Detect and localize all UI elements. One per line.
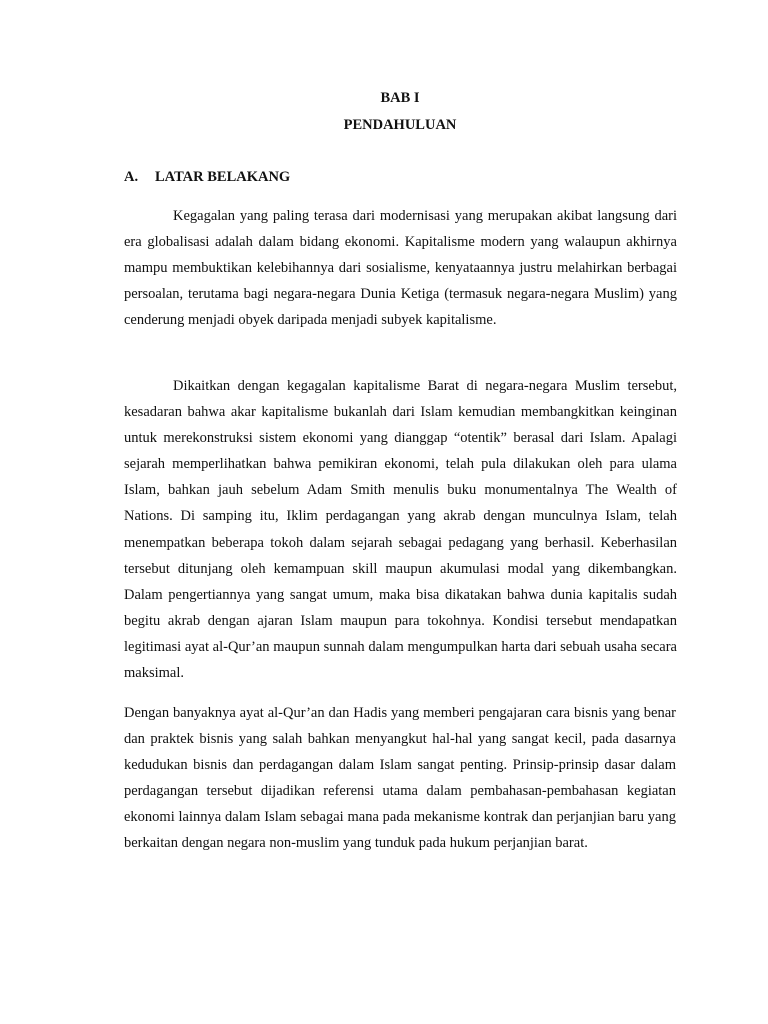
paragraph-1-text: Kegagalan yang paling terasa dari modernisasi yang merupakan akibat langsung dari era globalisasi adalah dalam bidang ekonomi. Kapitalisme modern yang walaupun akhirnya mampu membuktikan kelebihannya dari sosialisme, kenyataannya justru melahirkan berbagai persoalan, terutama bagi negara-negara Dunia Ketiga (termasuk negara-negara Muslim) yang cenderung menjadi obyek daripada menjadi subyek kapitalisme. — [124, 208, 677, 329]
paragraph-2 — [124, 373, 677, 686]
paragraph-3-text: Dengan banyaknya ayat al-Qur’an dan Hadis yang memberi pengajaran cara bisnis yang benar dan praktek bisnis yang salah bahkan menyangkut hal-hal yang sangat kecil, pada dasarnya kedudukan bisnis dan perdagangan dalam Islam sangat penting. Prinsip-prinsip dasar dalam perdagangan tersebut dijadikan referensi utama dalam pembahasan-pembahasan kegiatan ekonomi lainnya dalam Islam sebagai mana pada mekanisme kontrak dan perjanjian baru yang berkaitan dengan negara non-muslim yang tunduk pada hukum perjanjian barat. — [124, 705, 676, 852]
paragraph-2-text: Dikaitkan dengan kegagalan kapitalisme Barat di negara-negara Muslim tersebut, kesadaran bahwa akar kapitalisme bukanlah dari Islam kemudian membangkitkan keinginan untuk merekonstruksi sistem ekonomi yang dianggap “otentik” berasal dari Islam. Apalagi sejarah memperlihatkan bahwa pemikiran ekonomi, telah pula dilakukan oleh para ulama Islam, bahkan jauh sebelum Adam Smith menulis buku monumentalnya The Wealth of Nations. Di samping itu, Iklim perdagangan yang akrab dengan munculnya Islam, telah menempatkan beberapa tokoh dalam sejarah sebagai pedagang yang berhasil. Keberhasilan tersebut ditunjang oleh kemampuan skill maupun akumulasi modal yang dikembangkan. Dalam pengertiannya yang sangat umum, maka bisa dikatakan bahwa dunia kapitalis sudah begitu akrab dengan ajaran Islam maupun para tokohnya. Kondisi tersebut mendapatkan legitimasi ayat al-Qur’an maupun sunnah dalam mengumpulkan harta dari sebuah usaha secara maksimal. — [124, 378, 677, 682]
section-title: LATAR BELAKANG — [155, 169, 291, 185]
section-heading — [124, 167, 290, 187]
chapter-title: PENDAHULUAN — [343, 117, 457, 133]
section-letter: A. — [124, 169, 139, 185]
paragraph-3 — [124, 700, 676, 857]
paragraph-1 — [124, 203, 677, 333]
chapter-number: BAB I — [380, 90, 420, 106]
